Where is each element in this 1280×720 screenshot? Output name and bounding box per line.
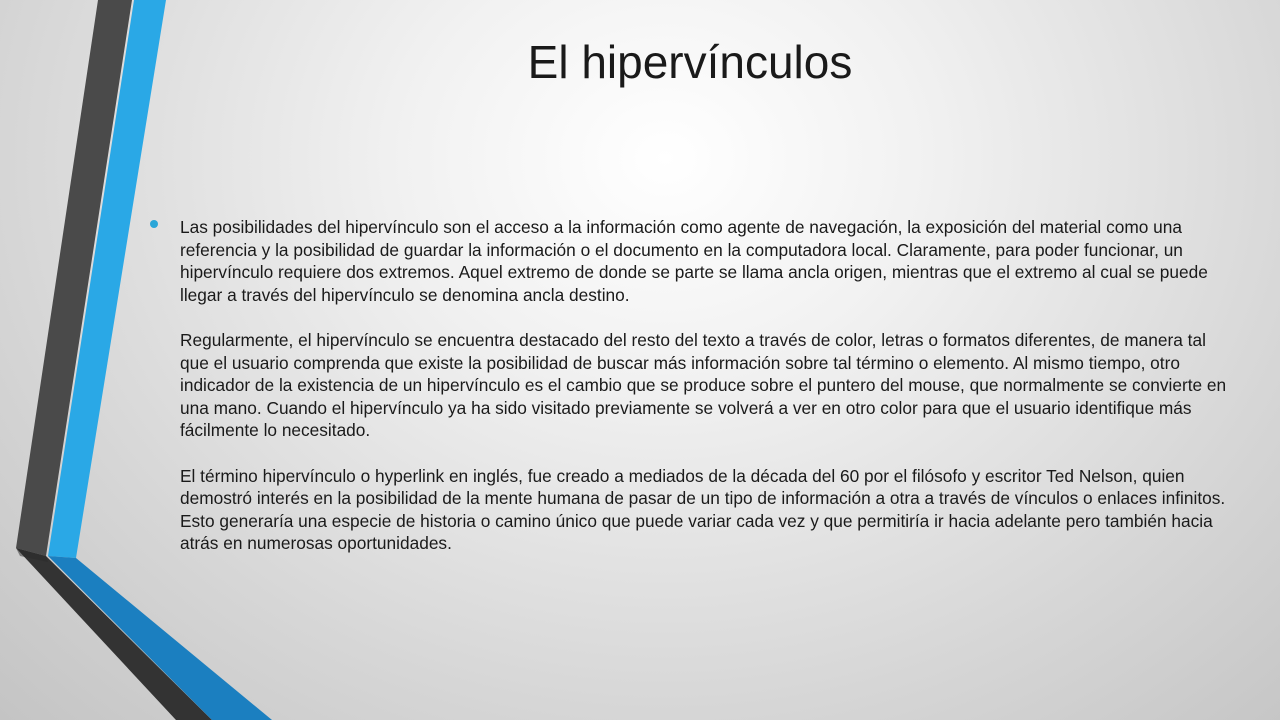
paragraph-3: El término hipervínculo o hyperlink en inglés, fue creado a mediados de la década del 60 por el filósofo y escritor Ted Nelson, quien demostró interés en la posibilidad de la mente humana de pasar de un tipo de información a otra a través de vínculos o enlaces infinitos. Esto generaría una especie de historia o camino único que puede variar cada vez y que permitiría ir hacia adelante pero también hacia atrás en numerosas oportunidades. — [180, 465, 1226, 554]
bullet-icon — [150, 220, 158, 228]
paragraph-2: Regularmente, el hipervínculo se encuentra destacado del resto del texto a través de color, letras o formatos diferentes, de manera tal que el usuario comprenda que existe la posibilidad de buscar más información sobre tal término o elemento. Al mismo tiempo, otro indicador de la existencia de un hipervínculo es el cambio que se produce sobre el puntero del mouse, que normalmente se convierte en una mano. Cuando el hipervínculo ya ha sido visitado previamente se volverá a ver en otro color para que el usuario identifique más fácilmente lo necesitado. — [180, 329, 1227, 441]
slide-title: El hipervínculos — [527, 36, 853, 88]
bullet-item — [150, 216, 1230, 555]
stripe-dark-lower — [16, 548, 212, 720]
paragraph-1: Las posibilidades del hipervínculo son el acceso a la información como agente de navegación, la exposición del material como una referencia y la posibilidad de guardar la información o el documento en la computadora local. Claramente, para poder funcionar, un hipervínculo requiere dos extremos. Aquel extremo de donde se parte se llama ancla origen, mientras que el extremo al cual se puede llegar a través del hipervínculo se denomina ancla destino. — [180, 217, 1208, 305]
slide-body — [150, 216, 1230, 555]
